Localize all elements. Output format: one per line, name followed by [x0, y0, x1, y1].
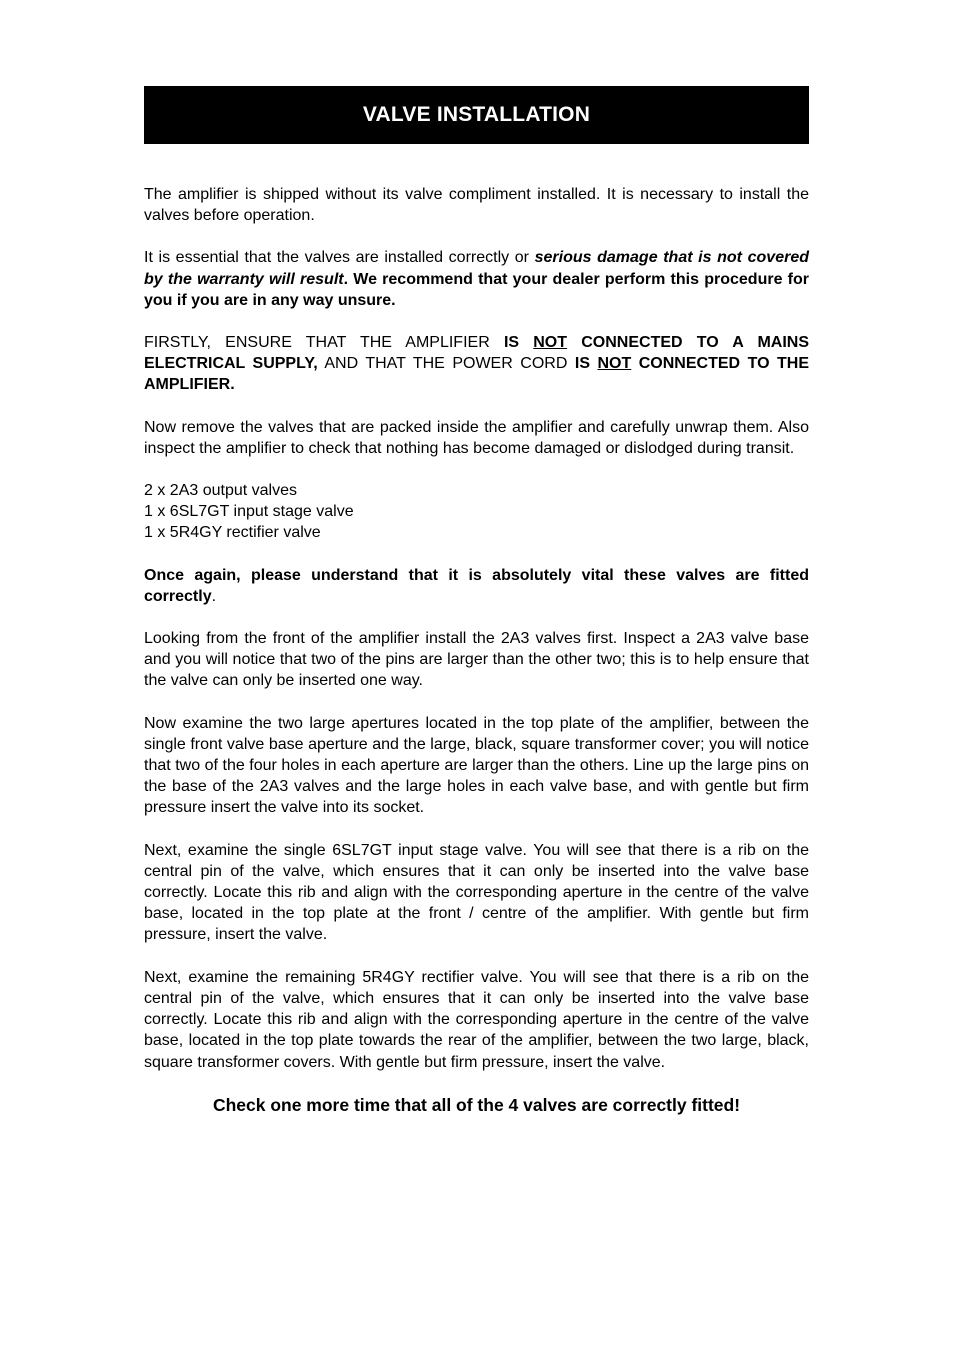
6sl7gt-install-paragraph: Next, examine the single 6SL7GT input stage valve. You will see that there is a rib on the central pin of the valve, which ensures that it can only be inserted into the valve base correctly. Locate this rib and align with the corresponding aperture in the centre of the valve base, located in the top plate at the front / centre of the amplifier. With gentle but firm pressure, insert the valve.	[144, 841, 809, 944]
power-not-1: NOT	[533, 334, 568, 352]
vital-period: .	[211, 587, 217, 605]
power-text-d: CONNECTED TO A MAINS ELECTRICAL SUPPLY,	[144, 334, 809, 373]
list-item: 2 x 2A3 output valves	[144, 482, 297, 500]
warning-emphasis: serious damage that is not covered by the warranty will result	[144, 249, 809, 288]
power-not-2: NOT	[597, 355, 632, 373]
intro-paragraph: The amplifier is shipped without its valve compliment installed. It is necessary to install the valves before operation.	[144, 186, 809, 225]
power-warning-paragraph	[144, 332, 809, 396]
vital-text: Once again, please understand that it is absolutely vital these valves are fitted correctly	[144, 566, 809, 605]
2a3-install-paragraph: Now examine the two large apertures located in the top plate of the amplifier, between the single front valve base aperture and the large, black, square transformer cover; you will notice that two of the four holes in each aperture are larger than the others. Line up the large pins on the base of the 2A3 valves and the large holes in each valve base, and with gentle but firm pressure insert the valve into its socket.	[144, 714, 809, 817]
power-text-b: IS	[503, 334, 534, 352]
power-text-f: IS	[574, 355, 598, 373]
vital-paragraph	[144, 565, 809, 607]
unpack-paragraph: Now remove the valves that are packed inside the amplifier and carefully unwrap them. Also inspect the amplifier to check that nothing has become damaged or dislodged during transit.	[144, 418, 809, 457]
list-item: 1 x 5R4GY rectifier valve	[144, 524, 321, 542]
list-item: 1 x 6SL7GT input stage valve	[144, 503, 354, 521]
warning-paragraph	[144, 247, 809, 311]
power-text-a: FIRSTLY, ENSURE THAT THE AMPLIFIER	[144, 334, 504, 352]
warning-text: It is essential that the valves are installed correctly or	[144, 249, 535, 267]
power-text-e: AND THAT THE POWER CORD	[317, 355, 575, 373]
5r4gy-install-paragraph: Next, examine the remaining 5R4GY rectifier valve. You will see that there is a rib on the central pin of the valve, which ensures that it can only be inserted into the valve base correctly. Locate this rib and align with the corresponding aperture in the centre of the valve base, located in the top plate towards the rear of the amplifier, between the two large, black, square transformer covers. With gentle but firm pressure, insert the valve.	[144, 968, 809, 1071]
2a3-intro-paragraph: Looking from the front of the amplifier install the 2A3 valves first. Inspect a 2A3 valve base and you will notice that two of the pins are larger than the other two; this is to help ensure that the valve can only be inserted one way.	[144, 630, 809, 690]
page-title: VALVE INSTALLATION	[362, 103, 591, 126]
final-check-note: Check one more time that all of the 4 valves are correctly fitted!	[212, 1094, 741, 1115]
title-banner	[144, 86, 809, 144]
dealer-recommendation: . We recommend that your dealer perform this procedure for you if you are in any way unsure.	[144, 270, 810, 309]
document-body	[144, 184, 809, 1116]
valve-list	[144, 480, 809, 544]
document-page	[144, 86, 809, 1116]
power-text-h: CONNECTED TO THE AMPLIFIER.	[144, 355, 810, 394]
